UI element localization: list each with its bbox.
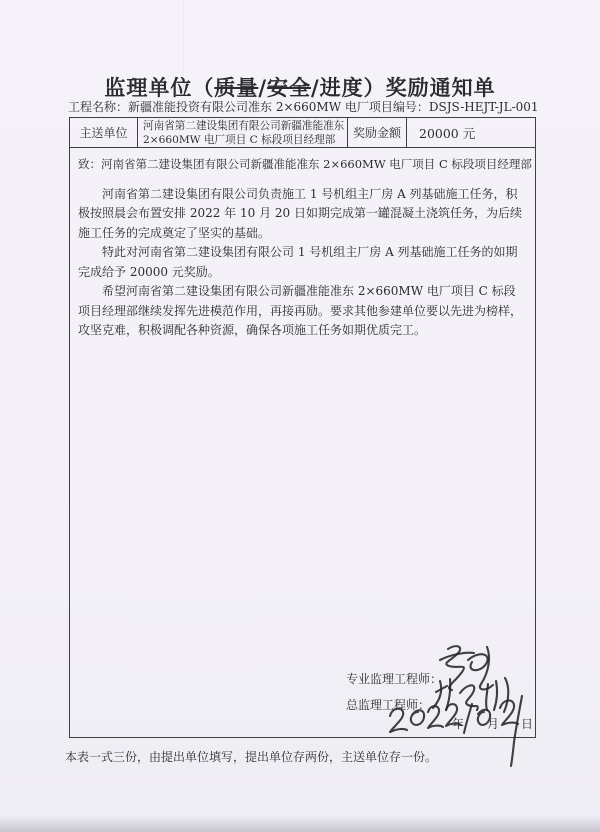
title-progress: 进度 bbox=[319, 75, 364, 100]
footer-note: 本表一式三份，由提出单位填写，提出单位存两份，主送单位存一份。 bbox=[65, 750, 438, 764]
chief-engineer-label: 总监理工程师： bbox=[346, 698, 431, 712]
title-safety-struck: 安全 bbox=[267, 75, 311, 100]
date-day-label: 日 bbox=[521, 717, 534, 731]
notice-body-cell bbox=[70, 149, 535, 737]
date-year-label: 年 bbox=[452, 717, 465, 731]
recipient-label-cell: 主送单位 bbox=[70, 118, 138, 147]
title-slash-2: / bbox=[311, 75, 320, 100]
project-name-value: 新疆准能投资有限公司准东 2×660MW 电厂项目 bbox=[128, 100, 393, 114]
recipient-line-1: 河南省第二建设集团有限公司新疆准能准东 bbox=[143, 120, 345, 132]
doc-number-value: DSJS-HEJT-JL-001 bbox=[428, 100, 539, 114]
to-line: 致：河南省第二建设集团有限公司新疆准能准东 2×660MW 电厂项目 C 标段项目经理部 bbox=[78, 157, 532, 171]
body-paragraph-1: 河南省第二建设集团有限公司负责施工 1 号机组主厂房 A 列基础施工任务，积极按照晨会布置安排 2022 年 10 月 20 日如期完成第一罐混凝土浇筑任务，为后续施工任务的完成奠定了坚实的基础。 bbox=[78, 186, 522, 240]
title-slash-1: / bbox=[258, 75, 267, 100]
amount-value-cell: 20000 元 bbox=[419, 125, 476, 141]
body-paragraph-3: 希望河南省第二建设集团有限公司新疆准能准东 2×660MW 电厂项目 C 标段项目经理部继续发挥先进模范作用，再接再励。要求其他参建单位要以先进为榜样，攻坚克难，积极调配各种资源，确保各项施工任务如期优质完工。 bbox=[78, 284, 523, 337]
date-month-label: 月 bbox=[487, 717, 500, 731]
title-suffix: ）奖励通知单 bbox=[363, 75, 496, 100]
body-paragraph-2: 特此对河南省第二建设集团有限公司 1 号机组主厂房 A 列基础施工任务的如期完成给予 20000 元奖励。 bbox=[78, 245, 518, 279]
notice-form-table bbox=[69, 117, 536, 738]
recipient-value-cell bbox=[138, 118, 348, 147]
title-quality-struck: 质量 bbox=[214, 75, 259, 100]
project-name-label: 工程名称： bbox=[68, 100, 129, 114]
title-prefix: 监理单位（ bbox=[104, 75, 215, 100]
amount-label-cell: 奖励金额 bbox=[348, 118, 407, 147]
doc-number-label: 编号： bbox=[392, 100, 429, 114]
doc-number bbox=[393, 98, 539, 115]
project-name bbox=[68, 98, 393, 115]
pro-engineer-label: 专业监理工程师： bbox=[346, 672, 443, 686]
header-row bbox=[68, 98, 539, 115]
recipient-amount-row bbox=[70, 118, 535, 148]
recipient-line-2: 2×660MW 电厂项目 C 标段项目经理部 bbox=[143, 134, 336, 146]
